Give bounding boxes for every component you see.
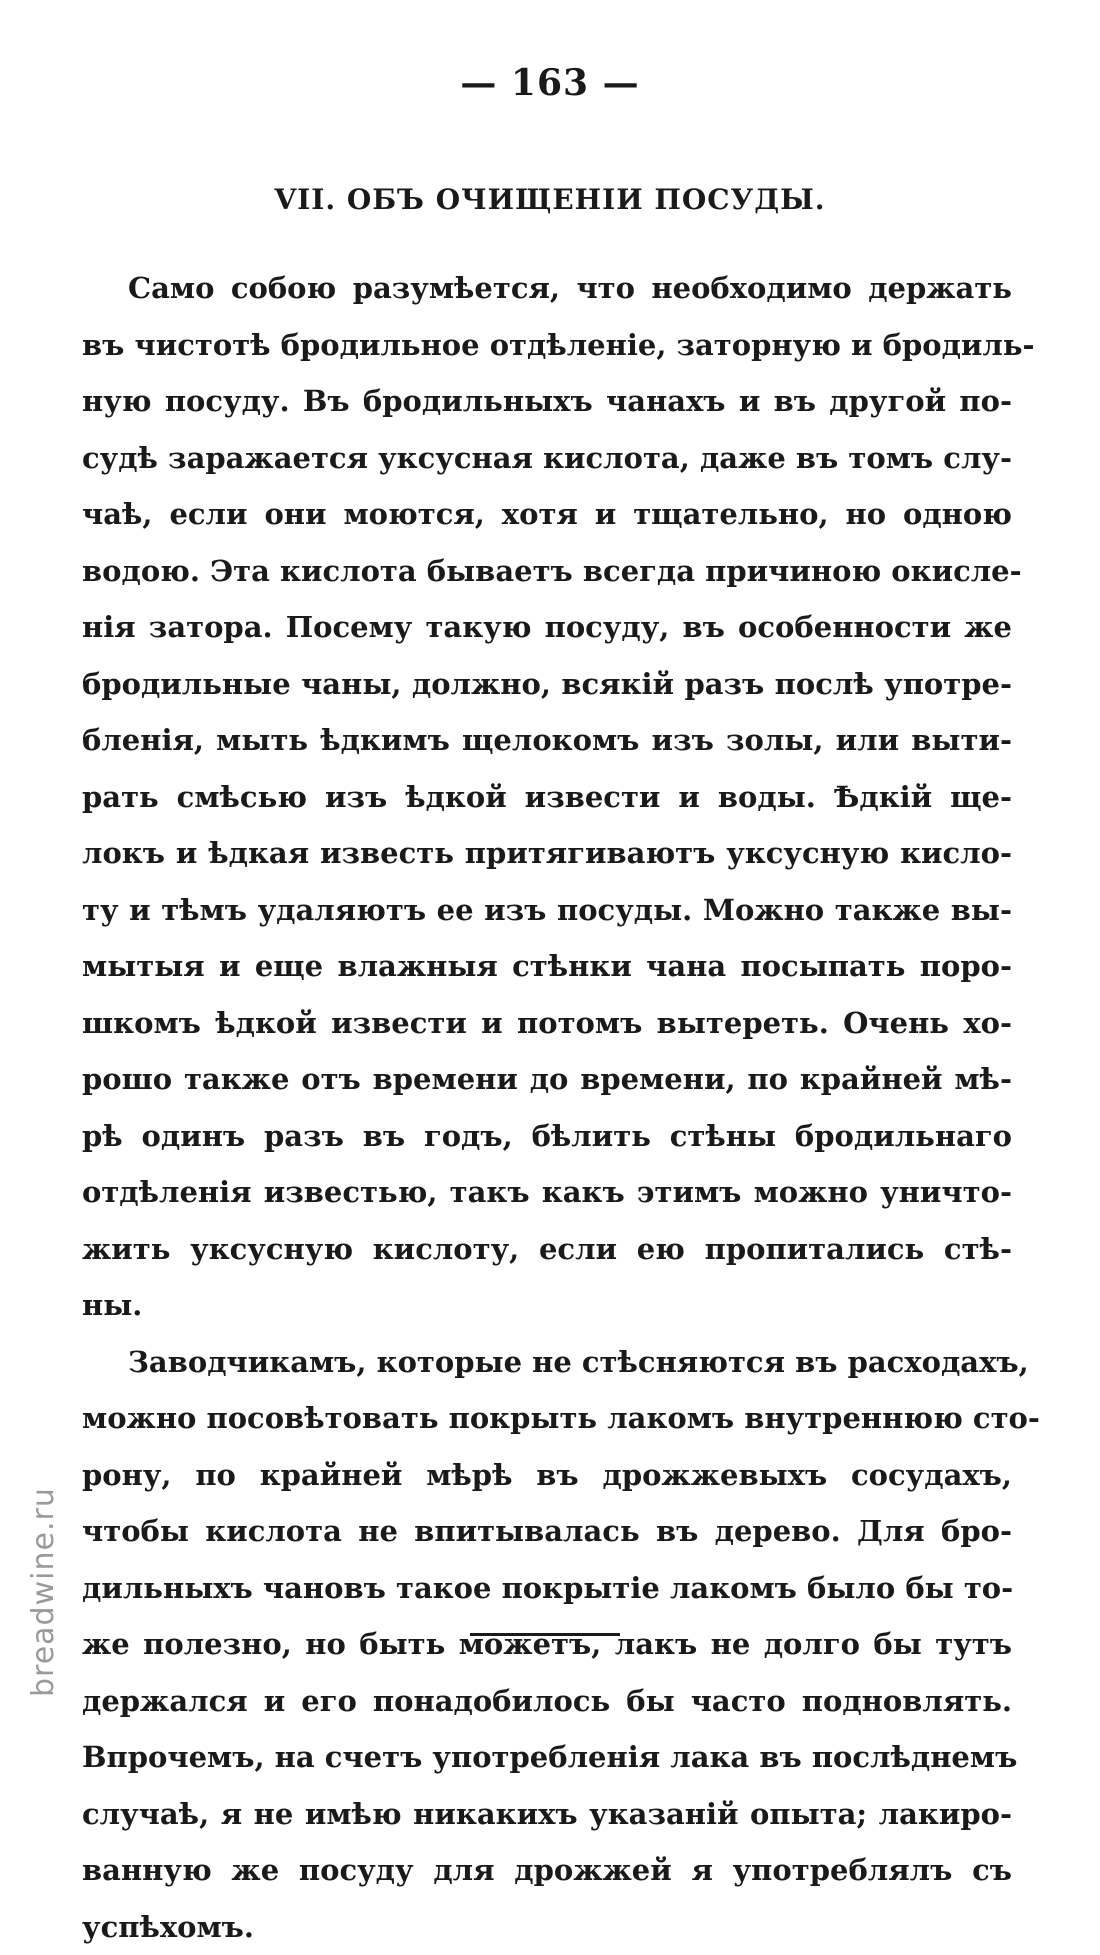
text-line: ту и тѣмъ удаляютъ ее изъ посуды. Можно также вы- (82, 882, 1012, 939)
text-line: ную посуду. Въ бродильныхъ чанахъ и въ другой по- (82, 373, 1012, 430)
chapter-title: VII. ОБЪ ОЧИЩЕНІИ ПОСУДЫ. (0, 183, 1100, 216)
text-line: мытыя и еще влажныя стѣнки чана посыпать поро- (82, 938, 1012, 995)
text-line: локъ и ѣдкая известь притягиваютъ уксусную кисло- (82, 825, 1012, 882)
body-text (82, 260, 1012, 1955)
text-line: рону, по крайней мѣрѣ въ дрожжевыхъ сосудахъ, (82, 1447, 1012, 1504)
text-line: успѣхомъ. (82, 1899, 1012, 1955)
text-line: рошо также отъ времени до времени, по крайней мѣ- (82, 1051, 1012, 1108)
text-line: чтобы кислота не впитывалась въ дерево. Для бро- (82, 1503, 1012, 1560)
text-line: ванную же посуду для дрожжей я употреблялъ съ (82, 1842, 1012, 1899)
text-line: нія затора. Посему такую посуду, въ особенности же (82, 599, 1012, 656)
paragraph (82, 260, 1012, 1334)
text-line: бродильные чаны, должно, всякій разъ послѣ употре- (82, 656, 1012, 713)
text-line: водою. Эта кислота бываетъ всегда причиною окисле- (82, 543, 1012, 600)
site-watermark: breadwine.ru (26, 1487, 61, 1697)
text-line: рѣ одинъ разъ въ годъ, бѣлить стѣны бродильнаго (82, 1108, 1012, 1165)
text-line: держался и его понадобилось бы часто подновлять. (82, 1673, 1012, 1730)
text-line: чаѣ, если они моются, хотя и тщательно, но одною (82, 486, 1012, 543)
paragraph (82, 1334, 1012, 1955)
text-line: случаѣ, я не имѣю никакихъ указаній опыта; лакиро- (82, 1786, 1012, 1843)
text-line: можно посовѣтовать покрыть лакомъ внутреннюю сто- (82, 1390, 1012, 1447)
text-line: рать смѣсью изъ ѣдкой извести и воды. Ѣдкій ще- (82, 769, 1012, 826)
page-number: — 163 — (0, 62, 1100, 104)
text-line: отдѣленія известью, такъ какъ этимъ можно уничто- (82, 1164, 1012, 1221)
text-line: въ чистотѣ бродильное отдѣленіе, заторную и бродиль- (82, 317, 1012, 374)
text-line: Впрочемъ, на счетъ употребленія лака въ послѣднемъ (82, 1729, 1012, 1786)
text-line: бленія, мыть ѣдкимъ щелокомъ изъ золы, или выти- (82, 712, 1012, 769)
text-line: шкомъ ѣдкой извести и потомъ вытереть. Очень хо- (82, 995, 1012, 1052)
text-line: Заводчикамъ, которые не стѣсняются въ расходахъ, (82, 1334, 1012, 1391)
text-line: Само собою разумѣется, что необходимо держать (82, 260, 1012, 317)
text-line: ны. (82, 1277, 1012, 1334)
text-line: жить уксусную кислоту, если ею пропитались стѣ- (82, 1221, 1012, 1278)
text-line: дильныхъ чановъ такое покрытіе лакомъ было бы то- (82, 1560, 1012, 1617)
text-line: же полезно, но быть можетъ, лакъ не долго бы тутъ (82, 1616, 1012, 1673)
text-line: судѣ заражается уксусная кислота, даже въ томъ слу- (82, 430, 1012, 487)
end-rule (470, 1633, 620, 1636)
